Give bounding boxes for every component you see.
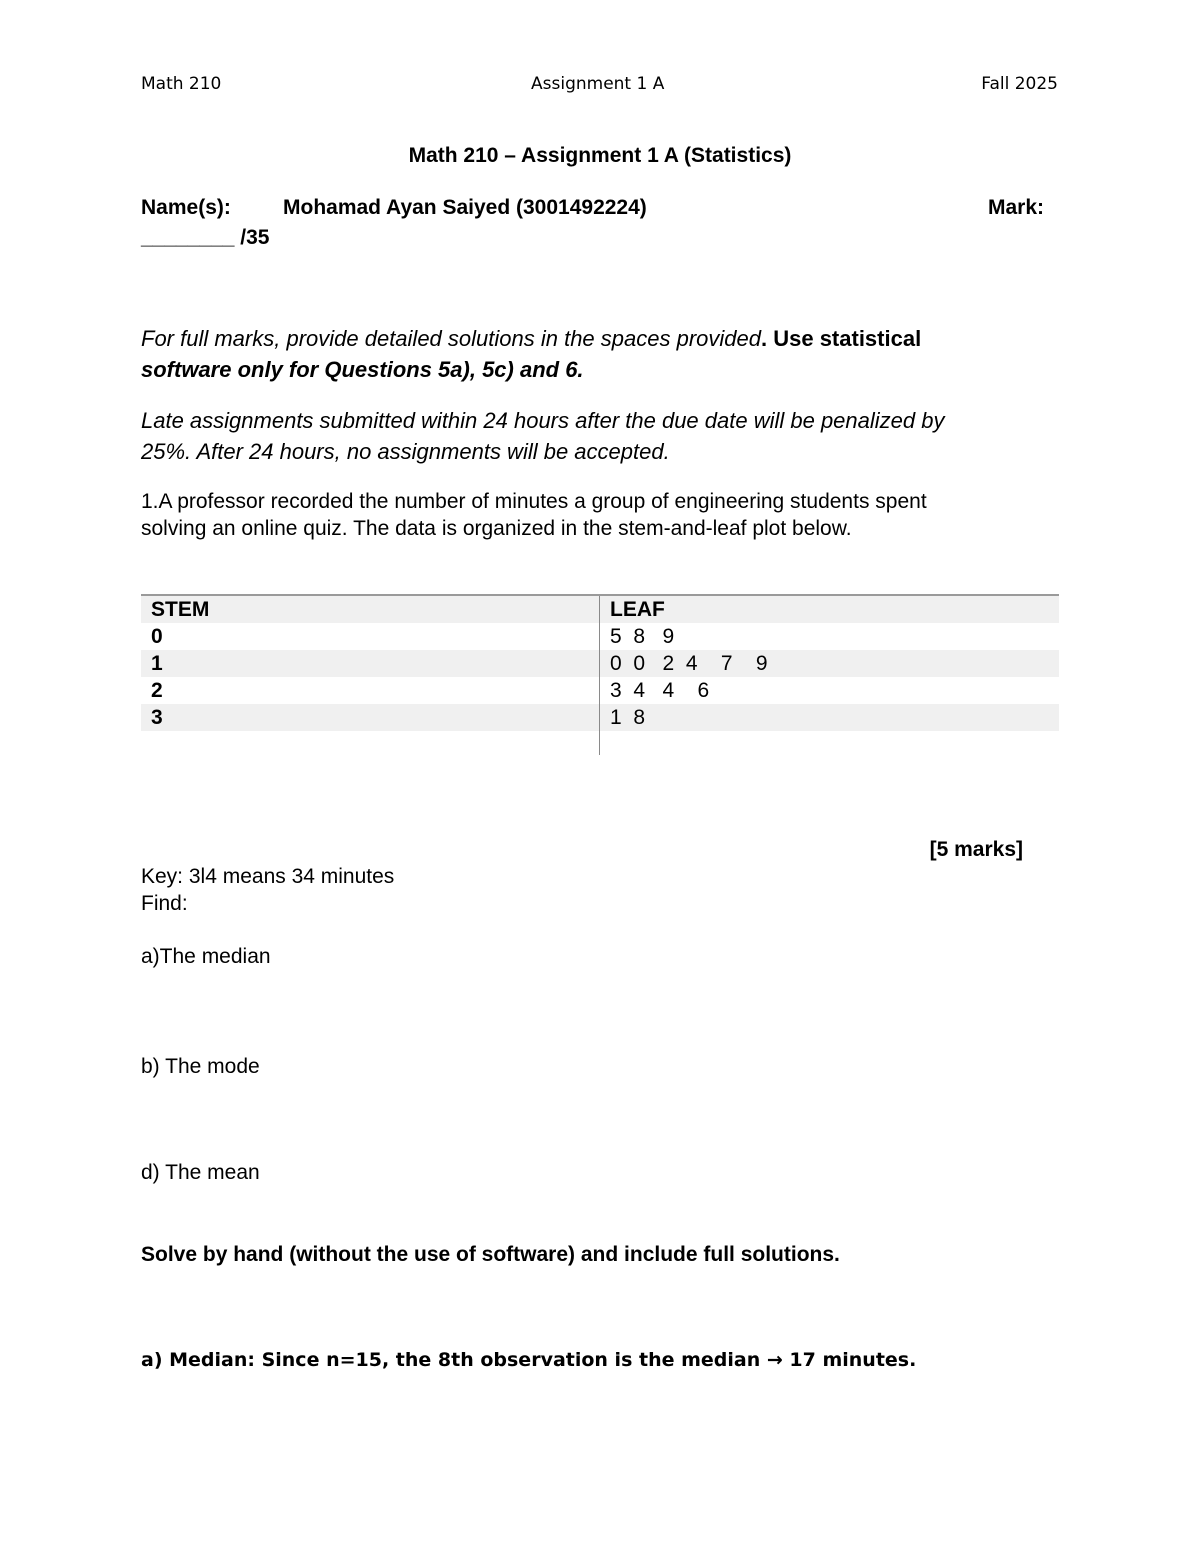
question1-line1: 1.A professor recorded the number of minutes a group of engineering students spent (141, 490, 927, 513)
marks-badge: [5 marks] (929, 838, 1023, 861)
instructions-bold: . Use statistical (761, 326, 922, 351)
table-row (141, 677, 1059, 704)
leaf-cell: 0 0 2 4 7 9 (600, 650, 1060, 677)
instructions-line1 (141, 323, 921, 354)
table-header-row (141, 595, 1059, 623)
stem-cell: 1 (141, 650, 600, 677)
part-b: b) The mode (141, 1055, 260, 1078)
table-row (141, 623, 1059, 650)
page-title: Math 210 – Assignment 1 A (Statistics) (408, 144, 792, 167)
header-course: Math 210 (141, 74, 222, 94)
leaf-cell-empty (600, 731, 1060, 755)
mark-line: ________ /35 (141, 226, 270, 249)
part-a: a)The median (141, 945, 271, 968)
stem-cell: 0 (151, 625, 163, 648)
student-name: Mohamad Ayan Saiyed (3001492224) (283, 196, 647, 219)
solve-note: Solve by hand (without the use of software) and include full solutions. (141, 1243, 840, 1266)
stem-cell: 3 (141, 704, 600, 731)
stem-leaf-table (141, 594, 1059, 755)
header-assignment: Assignment 1 A (531, 74, 665, 94)
find-label: Find: (141, 892, 188, 915)
question1-line2: solving an online quiz. The data is organized in the stem-and-leaf plot below. (141, 517, 852, 540)
table-row (141, 650, 1059, 677)
instructions-line2: software only for Questions 5a), 5c) and 6. (141, 357, 584, 382)
instructions-italic: For full marks, provide detailed solutions in the spaces provided (141, 326, 761, 351)
stem-header: STEM (141, 595, 600, 623)
leaf-cell: 1 8 (600, 704, 1060, 731)
mark-label: Mark: (988, 196, 1045, 219)
late-policy-line1: Late assignments submitted within 24 hours after the due date will be penalized by (141, 408, 945, 433)
header-term: Fall 2025 (981, 74, 1058, 94)
names-label: Name(s): (141, 196, 231, 219)
stem-cell-empty (141, 731, 600, 755)
stem-cell: 2 (151, 679, 163, 702)
late-policy-line2: 25%. After 24 hours, no assignments will be accepted. (141, 439, 670, 464)
leaf-cell: 3 4 4 6 (600, 677, 1060, 704)
leaf-header: LEAF (600, 595, 1060, 623)
leaf-cell: 5 8 9 (600, 623, 1060, 650)
solution-a: a) Median: Since n=15, the 8th observation is the median → 17 minutes. (141, 1349, 917, 1371)
table-row (141, 704, 1059, 731)
table-blank-row (141, 731, 1059, 755)
key-note: Key: 3l4 means 34 minutes (141, 865, 395, 888)
part-d: d) The mean (141, 1161, 260, 1184)
